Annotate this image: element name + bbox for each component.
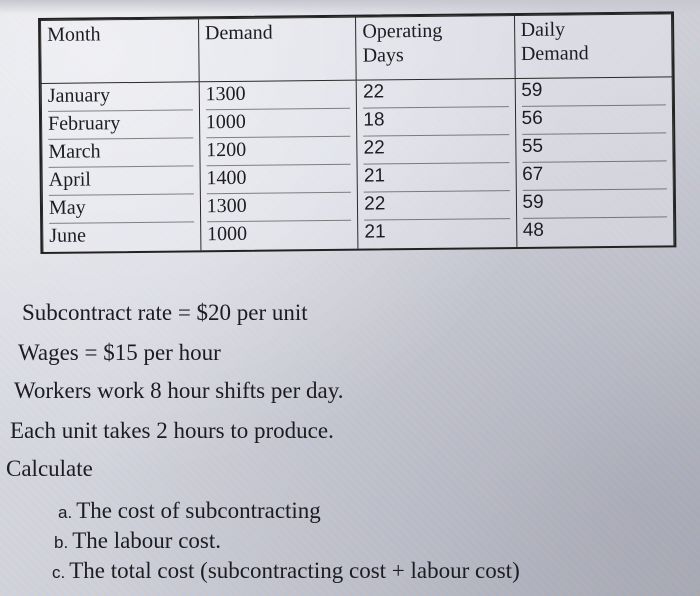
table-cell-month: February — [48, 110, 193, 140]
table-cell-days: 22 — [364, 191, 510, 221]
table-cell-days: 22 — [363, 135, 509, 165]
header-daily-demand — [514, 14, 672, 79]
operating-days-column — [356, 79, 516, 249]
table-cell-month: January — [48, 82, 193, 112]
demand-table — [38, 11, 676, 254]
table-cell-days: 21 — [364, 221, 386, 243]
table-cell-daily: 48 — [522, 219, 545, 241]
table-cell-daily: 55 — [522, 133, 667, 163]
question-b-text: The labour cost. — [72, 528, 222, 553]
table-cell-month: June — [49, 224, 87, 247]
header-month-label: Month — [47, 23, 101, 46]
shifts-line: Workers work 8 hour shifts per day. — [14, 378, 344, 403]
demand-column — [199, 80, 358, 250]
unit-time-line: Each unit takes 2 hours to produce. — [10, 418, 334, 443]
table-cell-daily: 59 — [522, 189, 667, 219]
table-cell-demand: 1000 — [206, 109, 351, 139]
demand-table-grid — [40, 13, 674, 252]
table-cell-demand: 1400 — [206, 165, 351, 195]
header-demand — [198, 17, 356, 82]
question-b-letter: b. — [54, 533, 69, 552]
header-operating-days-line2: Days — [362, 44, 404, 67]
header-daily-demand-line2: Demand — [520, 42, 589, 65]
question-a-letter: a. — [58, 503, 73, 522]
question-c-text: The total cost (subcontracting cost + labour cost) — [69, 558, 520, 583]
header-demand-label: Demand — [204, 21, 273, 45]
header-month — [41, 19, 199, 84]
table-cell-daily: 56 — [521, 105, 666, 135]
table-cell-month: March — [48, 138, 193, 168]
table-header-row — [41, 14, 673, 84]
wages-line: Wages = $15 per hour — [18, 340, 221, 365]
question-c-letter: c. — [52, 563, 66, 582]
calculate-heading: Calculate — [6, 456, 93, 481]
question-a-text: The cost of subcontracting — [76, 498, 321, 523]
question-b — [54, 528, 221, 554]
table-cell-days: 21 — [364, 163, 510, 193]
header-daily-demand-line1: Daily — [520, 18, 566, 41]
table-cell-demand: 1300 — [205, 81, 350, 111]
table-cell-days: 18 — [363, 107, 509, 137]
table-cell-demand: 1000 — [206, 222, 248, 246]
table-cell-month: April — [49, 166, 194, 196]
question-c — [52, 558, 520, 584]
table-cell-demand: 1200 — [206, 137, 351, 167]
question-a — [58, 498, 321, 524]
table-body — [41, 77, 674, 252]
table-cell-days: 22 — [363, 79, 509, 109]
table-cell-daily: 67 — [522, 161, 667, 191]
table-cell-demand: 1300 — [207, 193, 352, 223]
table-cell-month: May — [49, 194, 194, 224]
month-column — [41, 82, 201, 252]
daily-demand-column — [515, 77, 674, 247]
table-cell-daily: 59 — [521, 77, 666, 107]
header-operating-days-line1: Operating — [362, 19, 443, 43]
subcontract-rate-line: Subcontract rate = $20 per unit — [22, 300, 308, 325]
header-operating-days — [356, 16, 515, 81]
